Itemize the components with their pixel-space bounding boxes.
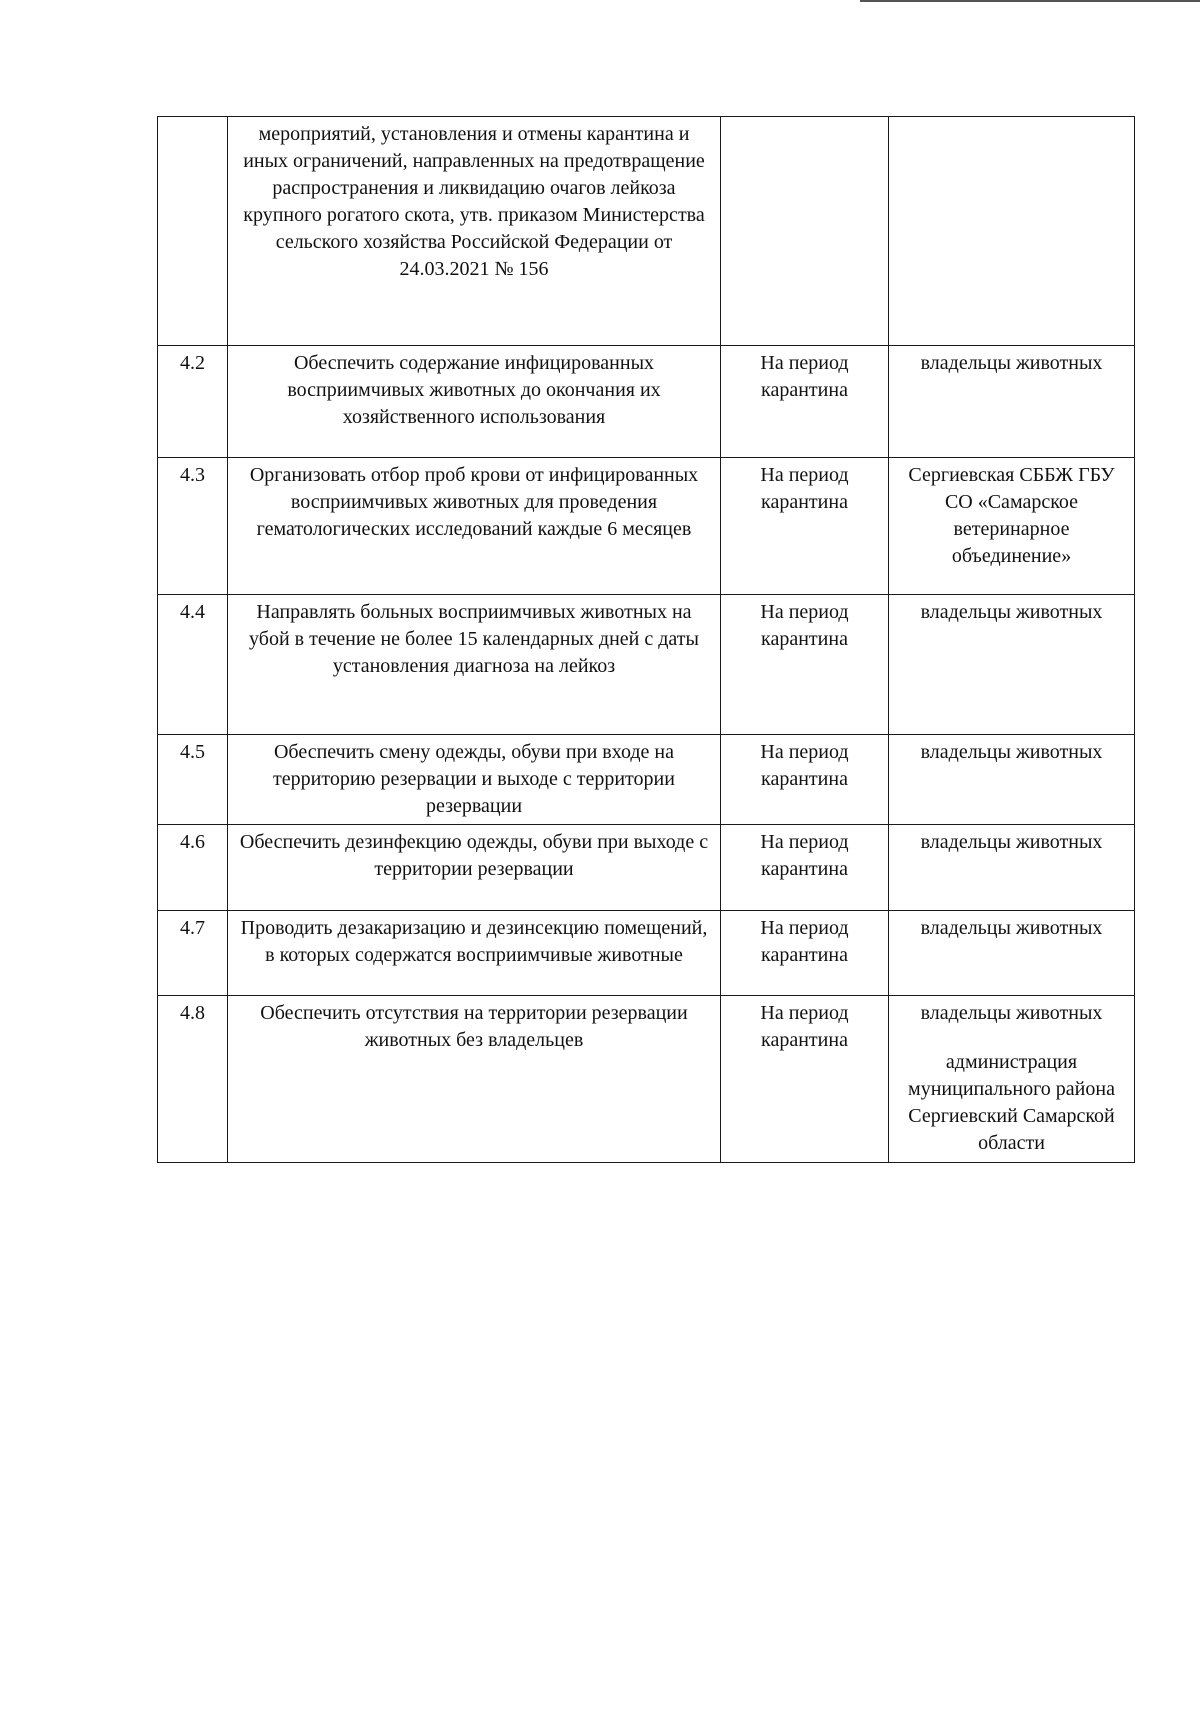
row-number: 4.4 [158, 595, 228, 735]
row-responsible [889, 825, 1135, 911]
table-row [158, 735, 1135, 825]
table-row [158, 911, 1135, 996]
row-period: На период карантина [721, 595, 889, 735]
row-number: 4.7 [158, 911, 228, 996]
row-number: 4.8 [158, 996, 228, 1163]
row-number: 4.5 [158, 735, 228, 825]
row-responsible [889, 458, 1135, 595]
row-period [721, 117, 889, 346]
responsible-party: Сергиевская СББЖ ГБУ СО «Самарское ветеринарное объединение» [908, 464, 1115, 567]
measures-table [157, 116, 1135, 1163]
row-task: Обеспечить дезинфекцию одежды, обуви при выходе с территории резервации [228, 825, 721, 911]
table-row [158, 996, 1135, 1163]
row-period: На период карантина [721, 996, 889, 1163]
table-row [158, 346, 1135, 458]
row-responsible [889, 346, 1135, 458]
row-period: На период карантина [721, 911, 889, 996]
table-row [158, 595, 1135, 735]
row-period: На период карантина [721, 825, 889, 911]
row-responsible [889, 595, 1135, 735]
row-task: Проводить дезакаризацию и дезинсекцию помещений, в которых содержатся восприимчивые животные [228, 911, 721, 996]
row-period: На период карантина [721, 458, 889, 595]
table-row [158, 458, 1135, 595]
row-number: 4.2 [158, 346, 228, 458]
row-period: На период карантина [721, 346, 889, 458]
scan-edge-line [860, 0, 1200, 2]
row-period: На период карантина [721, 735, 889, 825]
row-responsible [889, 117, 1135, 346]
row-number: 4.6 [158, 825, 228, 911]
row-task: Направлять больных восприимчивых животных на убой в течение не более 15 календарных дней с даты установления диагноза на лейкоз [228, 595, 721, 735]
row-task: Организовать отбор проб крови от инфицированных восприимчивых животных для проведения гематологических исследований каждые 6 месяцев [228, 458, 721, 595]
row-task: Обеспечить содержание инфицированных восприимчивых животных до окончания их хозяйственного использования [228, 346, 721, 458]
row-task: Обеспечить смену одежды, обуви при входе на территорию резервации и выходе с территории резервации [228, 735, 721, 825]
row-number: 4.3 [158, 458, 228, 595]
table-row [158, 117, 1135, 346]
responsible-party: владельцы животных [920, 601, 1103, 623]
responsible-party: владельцы животных [920, 1002, 1103, 1024]
responsible-party: владельцы животных [920, 831, 1103, 853]
table-row [158, 825, 1135, 911]
row-responsible [889, 911, 1135, 996]
row-number [158, 117, 228, 346]
row-responsible [889, 996, 1135, 1163]
row-task: Обеспечить отсутствия на территории резервации животных без владельцев [228, 996, 721, 1163]
responsible-party: администрация муниципального района Сергиевский Самарской области [908, 1051, 1115, 1154]
responsible-party: владельцы животных [920, 741, 1103, 763]
row-task: мероприятий, установления и отмены карантина и иных ограничений, направленных на предотвращение распространения и ликвидацию очагов лейкоза крупного рогатого скота, утв. приказом Министерства сельского хозяйства Российской Федерации от 24.03.2021 № 156 [228, 117, 721, 346]
responsible-party: владельцы животных [920, 917, 1103, 939]
responsible-party: владельцы животных [920, 352, 1103, 374]
row-responsible [889, 735, 1135, 825]
